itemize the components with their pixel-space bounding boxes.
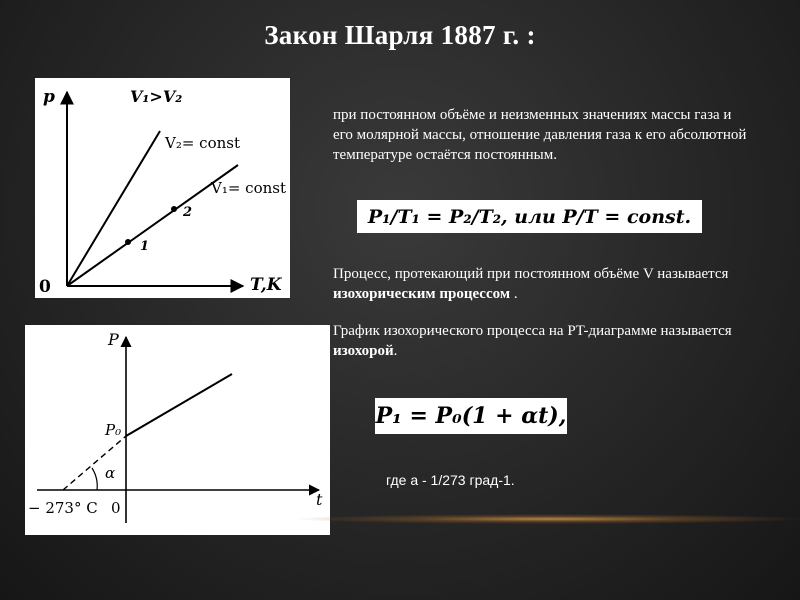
x-axis-label: t — [316, 490, 323, 509]
law-description: при постоянном объёме и неизменных значениях массы газа и его молярной массы, отношение давления газа к его абсолютной температуре остаётся постоянным. — [333, 107, 747, 163]
isochore-term: изохорой — [333, 343, 394, 359]
isochore-v2-line — [67, 131, 160, 286]
isochore-v1-label: V₁= const — [211, 179, 286, 197]
inequality-label: V₁>V₂ — [130, 87, 183, 106]
isochore-p-t-celsius-diagram — [25, 325, 330, 535]
decorative-glow-line — [290, 514, 800, 524]
isochore-text: График изохорического процесса на PT-диаграмме называется — [333, 323, 732, 339]
isochore-v2-label: V₂= const — [165, 134, 240, 152]
alpha-angle-arc — [92, 468, 97, 490]
extrapolation-dashed-line — [63, 436, 126, 490]
definition-text: Процесс, протекающий при постоянном объёме V называется — [333, 266, 729, 282]
point-1-label: 1 — [140, 239, 150, 254]
pressure-temperature-formula: P₁ = P₀(1 + αt), — [375, 398, 567, 434]
intercept-label: − 273° C — [28, 499, 98, 517]
isochoric-process-definition — [333, 264, 753, 304]
state-point-2 — [171, 206, 177, 212]
isochore-definition — [333, 321, 773, 361]
isochore-pt-diagram — [35, 78, 290, 298]
definition-tail: . — [510, 286, 518, 302]
isochore-line — [126, 374, 232, 436]
p0-label: P₀ — [105, 421, 122, 439]
isochore-tail: . — [393, 343, 398, 359]
x-axis-label: T,K — [250, 275, 282, 295]
point-2-label: 2 — [183, 205, 193, 220]
definition-term: изохорическим процессом — [333, 286, 511, 302]
y-axis-label: p — [43, 87, 55, 107]
coefficient-note: где a - 1/273 град-1. — [386, 472, 515, 488]
y-axis-label: P — [108, 330, 119, 349]
page-title: Закон Шарля 1887 г. : — [264, 20, 536, 50]
angle-label: α — [105, 464, 116, 482]
state-point-1 — [125, 239, 131, 245]
origin-label: 0 — [111, 499, 121, 517]
charles-law-formula: P₁/T₁ = P₂/T₂, или P/T = const. — [357, 200, 702, 233]
origin-label: 0 — [39, 277, 51, 297]
